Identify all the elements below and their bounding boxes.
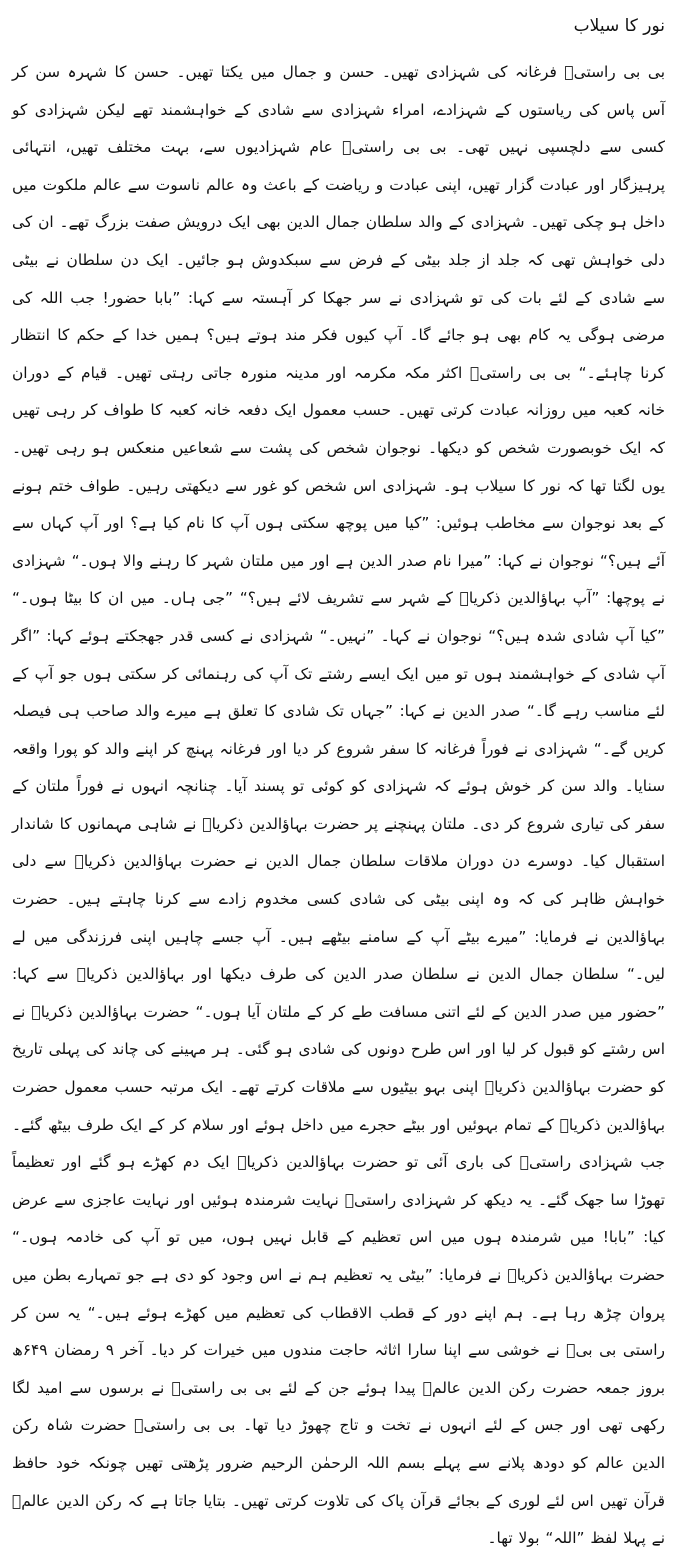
document-title: نور کا سیلاب [573, 16, 665, 36]
document-body: بی بی راستیؒ فرغانہ کی شہزادی تھیں۔ حسن و جمال میں یکتا تھیں۔ حسن کا شہرہ سن کر آس پاس کی ریاستوں کے شہزادے، امراء شہزادی سے شادی کے خواہشمند تھے لیکن شہزادی کو کسی سے دلچسپی نہیں تھی۔ بی بی راستیؒ عام شہزادیوں سے، بہت مختلف تھیں، انتہائی پرہیزگار اور عبادت گزار تھیں، اپنی عبادت و ریاضت کے باعث وہ عالم ناسوت سے عالم ملکوت میں داخل ہو چکی تھیں۔ شہزادی کے والد سلطان جمال الدین بھی ایک درویش صفت بزرگ تھے۔ ان کی دلی خواہش تھی کہ جلد از جلد بیٹی کے فرض سے سبکدوش ہو جائیں۔ ایک دن سلطان نے بیٹی سے شادی کے لئے بات کی تو شہزادی نے سر جھکا کر آہستہ سے کہا: ”بابا حضور! جب اللہ کی مرضی ہوگی یہ کام بھی ہو جائے گا۔ آپ کیوں فکر مند ہوتے ہیں؟ ہمیں خدا کے حکم کا انتظار کرنا چاہئے۔“ بی بی راستیؒ اکثر مکہ مکرمہ اور مدینہ منورہ جاتی رہتی تھیں۔ قیام کے دوران خانہ کعبہ میں روزانہ عبادت کرتی تھیں۔ حسب معمول ایک دفعہ خانہ کعبہ کا طواف کر رہی تھیں کہ ایک خوبصورت شخص کو دیکھا۔ نوجوان شخص کی پشت سے شعاعیں منعکس ہو رہی تھیں۔ یوں لگتا تھا کہ نور کا سیلاب ہو۔ شہزادی اس شخص کو غور سے دیکھتی رہیں۔ طواف ختم ہونے کے بعد نوجوان سے مخاطب ہوئیں: ”کیا میں پوچھ سکتی ہوں آپ کا نام کیا ہے؟ اور آپ کہاں سے آئے ہیں؟“ نوجوان نے کہا: ”میرا نام صدر الدین ہے اور میں ملتان شہر کا رہنے والا ہوں۔“ شہزادی نے پوچھا: ”آپ بہاؤالدین ذکریاؒ کے شہر سے تشریف لائے ہیں؟“ ”جی ہاں۔ میں ان کا بیٹا ہوں۔“ ”کیا آپ شادی شدہ ہیں؟“ نوجوان نے کہا۔ ”نہیں۔“ شہزادی نے کسی قدر جھجکتے ہوئے کہا: ”اگر آپ شادی کے خواہشمند ہوں تو میں ایک ایسے رشتے تک آپ کی رہنمائی کر سکتی ہوں جو آپ کے لئے مناسب رہے گا۔“ صدر الدین نے کہا: ”جہاں تک شادی کا تعلق ہے میرے والد صاحب ہی فیصلہ کریں گے۔“ شہزادی نے فوراً فرغانہ کا سفر شروع کر دیا اور فرغانہ پہنچ کر اپنے والد کو پورا واقعہ سنایا۔ والد سن کر خوش ہوئے کہ شہزادی کو کوئی تو پسند آیا۔ چنانچہ انہوں نے فوراً ملتان کے سفر کی تیاری شروع کر دی۔ ملتان پہنچنے پر حضرت بہاؤالدین ذکریاؒ نے شاہی مہمانوں کا شاندار استقبال کیا۔ دوسرے دن دوران ملاقات سلطان جمال الدین نے حضرت بہاؤالدین ذکریاؒ سے دلی خواہش ظاہر کی کہ وہ اپنی بیٹی کی شادی کسی مخدوم زادے سے کرنا چاہتے ہیں۔ حضرت بہاؤالدین نے فرمایا: ”میرے بیٹے آپ کے سامنے بیٹھے ہیں۔ آپ جسے چاہیں اپنی فرزندگی میں لے لیں۔“ سلطان جمال الدین نے سلطان صدر الدین کی طرف دیکھا اور بہاؤالدین ذکریاؒ سے کہا: ”حضور میں صدر الدین کے لئے اتنی مسافت طے کر کے ملتان آیا ہوں۔“ حضرت بہاؤالدین ذکریاؒ نے اس رشتے کو قبول کر لیا اور اس طرح دونوں کی شادی ہو گئی۔ ہر مہینے کی چاند کی پہلی تاریخ کو حضرت بہاؤالدین ذکریاؒ اپنی بہو بیٹیوں سے ملاقات کرتے تھے۔ ایک مرتبہ حسب معمول حضرت بہاؤالدین ذکریاؒ کے تمام بہوئیں اور بیٹے حجرے میں داخل ہوئے اور سلام کر کے ایک طرف بیٹھ گئے۔ جب شہزادی راستیؒ کی باری آئی تو حضرت بہاؤالدین ذکریاؒ ایک دم کھڑے ہو گئے اور تعظیماً تھوڑا سا جھک گئے۔ یہ دیکھ کر شہزادی راستیؒ نہایت شرمندہ ہوئیں اور نہایت عاجزی سے عرض کیا: ”بابا! میں شرمندہ ہوں میں اس تعظیم کے قابل نہیں ہوں، میں تو آپ کی خادمہ ہوں۔“ حضرت بہاؤالدین ذکریاؒ نے فرمایا: ”بیٹی یہ تعظیم ہم نے اس وجود کو دی ہے جو تمہارے بطن میں پروان چڑھ رہا ہے۔ ہم اپنے دور کے قطب الاقطاب کی تعظیم میں کھڑے ہوئے ہیں۔“ یہ سن کر راستی بی بیؒ نے خوشی سے اپنا سارا اثاثہ حاجت مندوں میں خیرات کر دیا۔ آخر ۹ رمضان ۶۴۹ھ بروز جمعہ حضرت رکن الدین عالمؒ پیدا ہوئے جن کے لئے بی بی راستیؒ نے برسوں سے امید لگا رکھی تھی اور جس کے لئے انہوں نے تخت و تاج چھوڑ دیا تھا۔ بی بی راستیؒ حضرت شاہ رکن الدین عالم کو دودھ پلانے سے پہلے بسم اللہ الرحمٰن الرحیم ضرور پڑھتی تھیں چونکہ خود حافظ قرآن تھیں اس لئے لوری کے بجائے قرآن پاک کی تلاوت کرتی تھیں۔ بتایا جاتا ہے کہ رکن الدین عالمؒ نے پہلا لفظ ”اللہ“ بولا تھا۔ [12, 63, 665, 1548]
document-page [12, 12, 665, 1548]
